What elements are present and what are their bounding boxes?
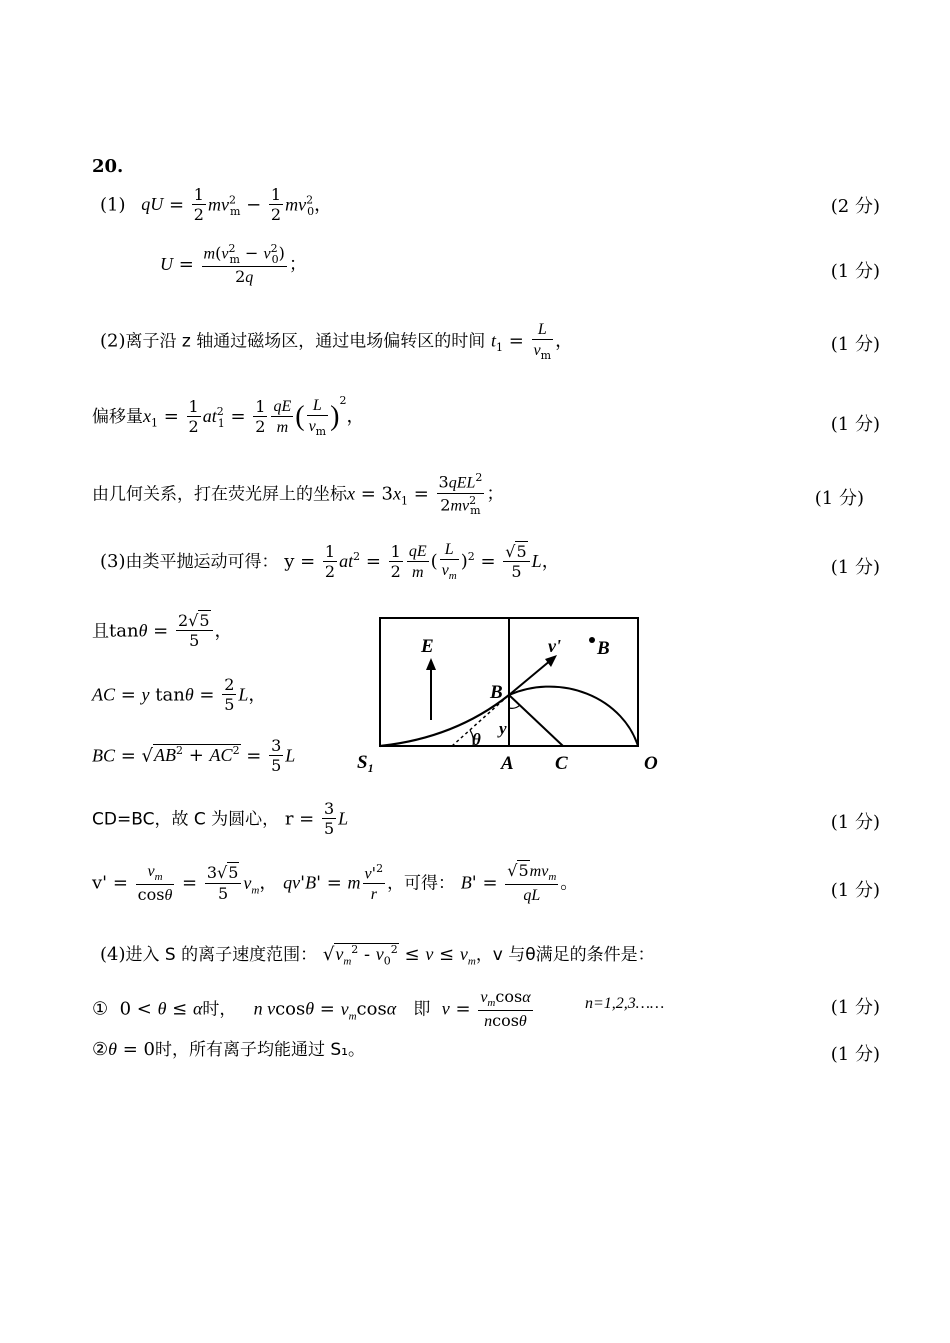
v-prime-equation: v' = $\frac{v_m}{\cos\theta}$ = $\frac{3√5}{5}$ $v_m$， qv'B' = m $\frac{v'^2}{r}$ ，可得： B' = $\frac{√5mv_m}{qL}$ 。 xyxy=(92,861,579,904)
offset-label: 偏移量 xyxy=(92,407,143,427)
trajectory-diagram xyxy=(355,612,675,782)
case1-ji: 即 xyxy=(413,999,431,1020)
score-part1-a: (2 分) xyxy=(830,196,880,217)
part3-label: (3) xyxy=(100,550,126,572)
score-part4-a: (1 分) xyxy=(830,997,880,1018)
part4-text: 进入 S 的离子速度范围： xyxy=(125,945,318,965)
case1-time: 时， xyxy=(202,999,237,1020)
velocity-arrowhead-icon xyxy=(545,655,557,667)
b-field-dot-icon xyxy=(589,637,595,643)
part1-equation-1: (1) qU = $\frac{1}{2}$ $mv^2_m$ − $\frac{1}{2}$ $mv^2_0$， xyxy=(100,185,333,225)
part2-equation-1: (2)离子沿 z 轴通过磁场区，通过电场偏转区的时间 $t_1$ = $\frac{L}{v_m}$ ， xyxy=(100,321,574,363)
radius-line-bc xyxy=(509,695,563,746)
score-part2-c: (1 分) xyxy=(814,488,864,509)
question-number: 20. xyxy=(92,156,124,177)
part1-label: (1) xyxy=(100,194,126,216)
cd-text: CD=BC，故 C 为圆心， xyxy=(92,809,280,830)
case1-n-values: n=1,2,3…… xyxy=(585,995,665,1012)
label-b-point: B xyxy=(490,682,503,703)
tan-theta-equation: 且tanθ = $\frac{2√5}{5}$ ， xyxy=(92,611,233,651)
score-part1-b: (1 分) xyxy=(830,261,880,282)
score-part2-a: (1 分) xyxy=(830,334,880,355)
score-part2-b: (1 分) xyxy=(830,414,880,435)
label-c: C xyxy=(555,753,568,774)
part2-equation-2: 偏移量$x_1$ = $\frac{1}{2}$ $at^2_1$ = $\frac{1}{2}$ $\frac{qE}{m}$ ( $\frac{L}{v_m}$ )$^2$， xyxy=(92,394,365,439)
case1-marker: ① xyxy=(92,998,109,1020)
label-v-prime: v' xyxy=(548,636,561,656)
label-theta: θ xyxy=(472,730,481,749)
part4-range-line: (4)进入 S 的离子速度范围： $√v_m^2 - v_0^2 \le v \le v_m$，v 与θ满足的条件是： xyxy=(100,943,655,968)
score-part3-a: (1 分) xyxy=(830,557,880,578)
case1-line: ① 0 < θ ≤ α时， n $vcos\theta = v_m\cos\alpha$ 即 v = $\frac{v_m\cos\alpha}{ncos\theta}$ xyxy=(92,987,531,1030)
geometry-text: 由几何关系，打在荧光屏上的坐标 xyxy=(92,484,347,505)
angle-mark-b xyxy=(509,705,520,708)
part4-label: (4) xyxy=(100,944,126,965)
label-y: y xyxy=(499,719,507,738)
score-part3-c: (1 分) xyxy=(830,880,880,901)
ac-equation: AC = y tanθ = $\frac{2}{5}$ L， xyxy=(92,675,267,715)
part2-text: 离子沿 z 轴通过磁场区，通过电场偏转区的时间 xyxy=(125,331,486,352)
label-s1: S₁ xyxy=(357,752,375,773)
condition-text: ，v 与θ满足的条件是： xyxy=(475,945,655,965)
part2-equation-3: 由几何关系，打在荧光屏上的坐标$x = 3x_1$ = $\frac{3qEL^2}{2mv^2_m}$ ； xyxy=(92,471,505,518)
and-text: 且 xyxy=(92,621,109,642)
part3-text: 由类平抛运动可得： xyxy=(125,551,279,572)
case2-line: ②θ = 0时，所有离子均能通过 S₁。 xyxy=(92,1039,365,1060)
label-e: E xyxy=(421,636,434,657)
circular-arc-trajectory xyxy=(509,687,638,746)
e-field-arrowhead-icon xyxy=(426,658,436,670)
case2-marker: ② xyxy=(92,1039,109,1060)
label-o: O xyxy=(644,753,658,774)
cd-equals-bc-line: CD=BC，故 C 为圆心， r = $\frac{3}{5}$ L xyxy=(92,799,349,839)
label-a: A xyxy=(501,753,514,774)
score-part4-b: (1 分) xyxy=(830,1044,880,1065)
case2-text: 时，所有离子均能通过 S₁。 xyxy=(154,1040,365,1060)
label-b-field: B xyxy=(597,638,610,659)
bc-equation: BC = $√AB^2 + AC^2$ = $\frac{3}{5}$ L xyxy=(92,736,296,776)
can-get-text: ，可得： xyxy=(387,873,456,894)
part2-label: (2) xyxy=(100,330,126,352)
part1-equation-2: U = $\frac{m(v^2_m - v^2_0)}{2q}$ ； xyxy=(160,242,307,287)
velocity-vector-line xyxy=(509,660,551,695)
score-part3-b: (1 分) xyxy=(830,812,880,833)
part3-equation-1: (3)由类平抛运动可得： y = $\frac{1}{2}$ $at^2$ = $\frac{1}{2}$ $\frac{qE}{m}$ ( $\frac{L}{v_m}$ )$^2$ = $\frac{√5}{5}$ L， xyxy=(100,541,560,583)
